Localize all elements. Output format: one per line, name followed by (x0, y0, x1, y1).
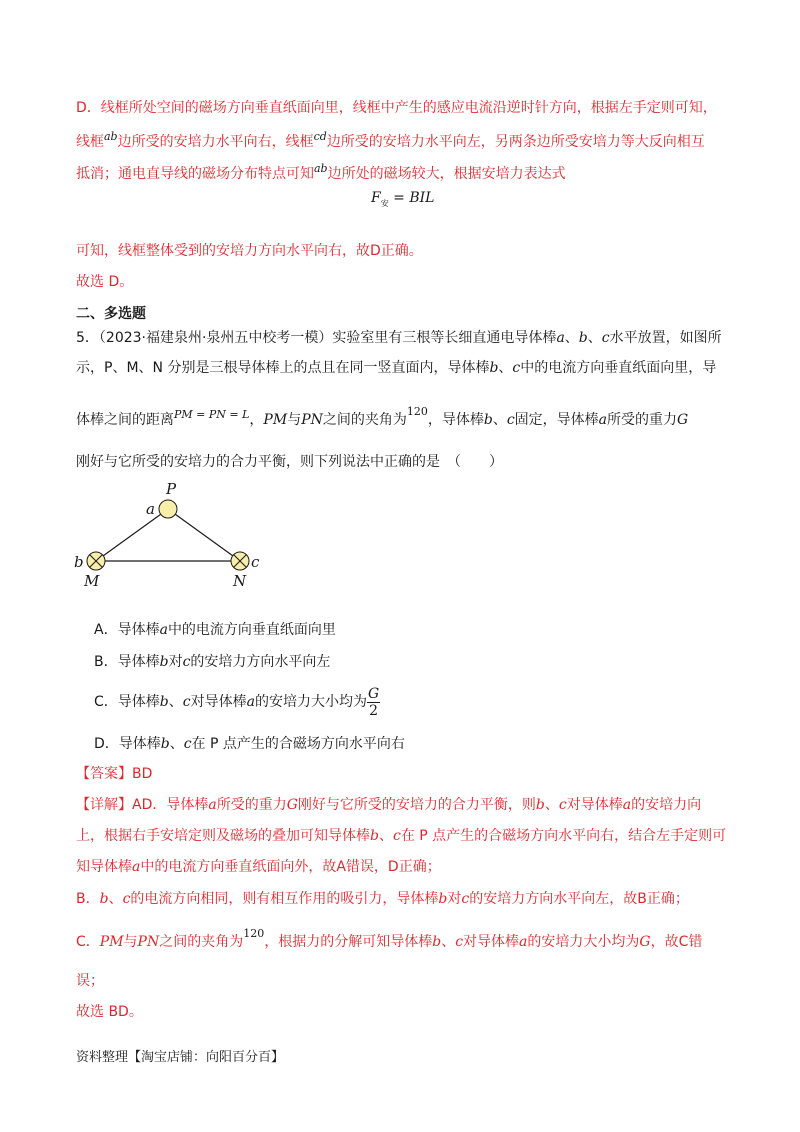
option-a: A．导体棒a中的电流方向垂直纸面向里 (94, 622, 336, 638)
ampere-force-formula: $F_安$ = BIL (371, 190, 435, 208)
answer-label: 【答案】BD (76, 766, 153, 782)
option-b: B．导体棒b对c的安培力方向水平向左 (94, 654, 331, 670)
question-line-3: 体棒之间的距离$^{PM = PN = L}$，PM与PN之间的夹角为$^{120}$，导体棒b、c固定，导体棒a所受的重力G (76, 405, 689, 428)
question-line-1: 5．（2023·福建泉州·泉州五中校考一模）实验室里有三根等长细直通电导体棒a、b、c水平放置，如图所 (76, 330, 722, 346)
detail-line-2: 上，根据右手安培定则及磁场的叠加可知导体棒b、c在 P 点产生的合磁场方向水平向右，结合左手定则可 (76, 828, 727, 844)
detail-conclusion: 故选 BD。 (76, 1004, 143, 1020)
detail-line-5: C．PM与PN之间的夹角为$^{120}$，根据力的分解可知导体棒b、c对导体棒a的安培力大小均为G，故C错 (76, 927, 703, 950)
line-PM (96, 509, 168, 561)
question-line-4: 刚好与它所受的安培力的合力平衡，则下列说法中正确的是 （ ） (76, 454, 503, 470)
detail-line-6: 误； (76, 973, 104, 989)
solution-d-line-1: D．线框所处空间的磁场方向垂直纸面向里，线框中产生的感应电流沿逆时针方向，根据左手定则可知， (76, 100, 717, 116)
label-b: b (74, 553, 84, 571)
conductor-c-into-page-icon (231, 552, 249, 570)
detail-line-1: 【详解】AD．导体棒a所受的重力G刚好与它所受的安培力的合力平衡，则b、c对导体棒a的安培力向 (76, 797, 702, 813)
conductor-triangle-diagram (70, 478, 270, 590)
label-M: M (84, 572, 100, 590)
label-a: a (146, 500, 155, 518)
label-N: N (233, 572, 247, 590)
conductor-a (159, 500, 177, 518)
label-c: c (251, 553, 260, 571)
line-PN (168, 509, 240, 561)
section-title: 二、多选题 (76, 306, 146, 322)
solution-d-line-2: 线框$^{ab}$边所受的安培力水平向右，线框$^{cd}$边所受的安培力水平向左，另两条边所受安培力等大反向相互 (76, 130, 705, 150)
question-line-2: 示，P、M、N 分别是三根导体棒上的点且在同一竖直面内，导体棒b、c中的电流方向垂直纸面向里，导 (76, 360, 717, 376)
solution-d-line-4: 可知，线框整体受到的安培力方向水平向右，故D正确。 (76, 243, 423, 259)
conductor-b-into-page-icon (87, 552, 105, 570)
detail-line-4: B．b、c的电流方向相同，则有相互作用的吸引力，导体棒b对c的安培力方向水平向左，故B正确； (76, 891, 689, 907)
label-P: P (166, 480, 177, 498)
detail-line-3: 知导体棒a中的电流方向垂直纸面向外，故A错误，D正确； (76, 859, 441, 875)
fraction-g-over-2: $\frac{G}{2}$ (367, 685, 380, 719)
footer-source: 资料整理【淘宝店铺：向阳百分百】 (76, 1050, 285, 1065)
option-c: C．导体棒b、c对导体棒a的安培力大小均为 $\frac{G}{2}$ (94, 685, 380, 719)
solution-d-line-3: 抵消；通电直导线的磁场分布特点可知$^{ab}$边所处的磁场较大，根据安培力表达式 (76, 162, 566, 182)
solution-d-conclusion: 故选 D。 (76, 274, 134, 290)
option-d: D．导体棒b、c在 P 点产生的合磁场方向水平向右 (94, 736, 405, 752)
